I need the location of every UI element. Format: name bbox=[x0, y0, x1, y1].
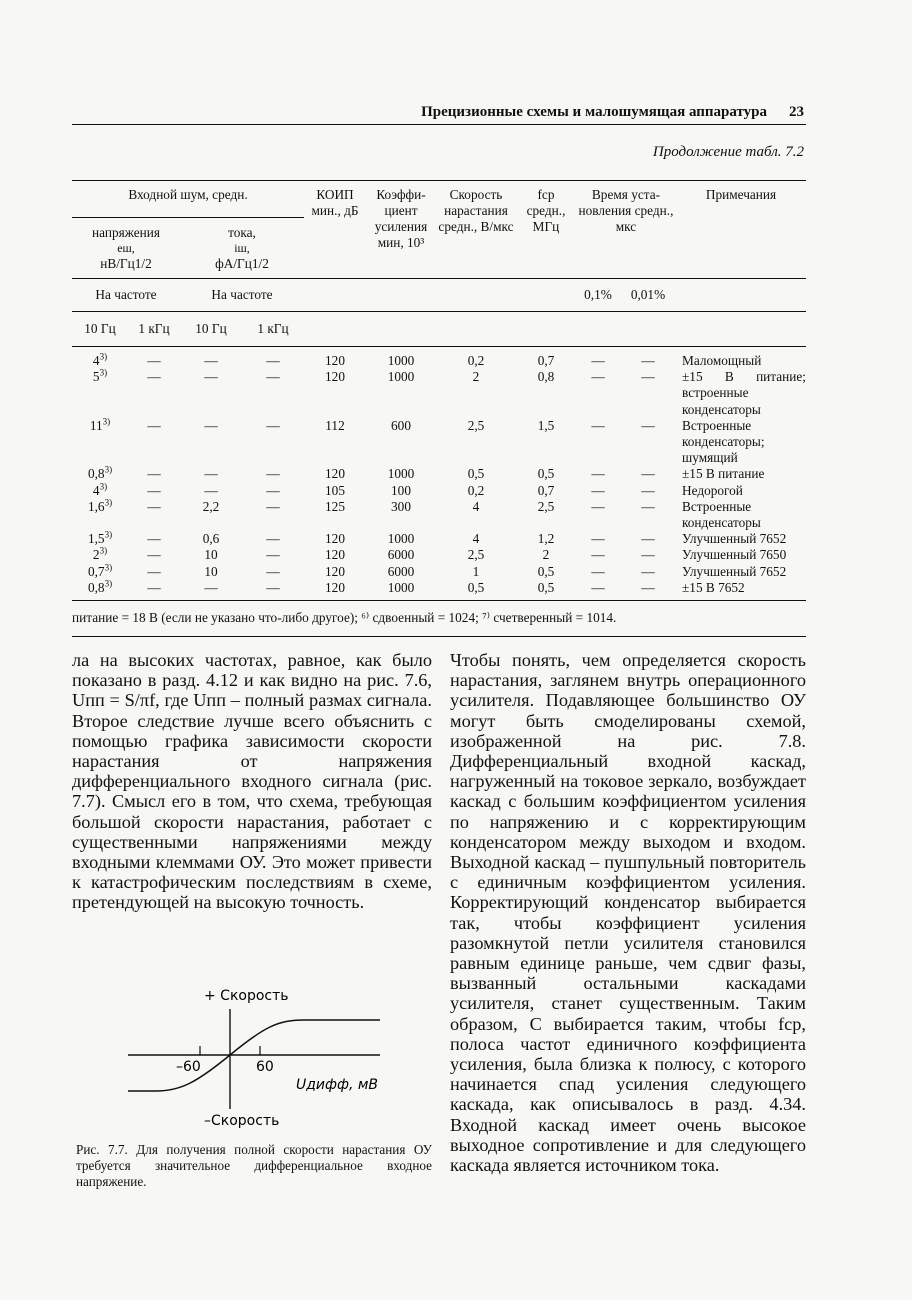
table-body bbox=[72, 347, 806, 597]
table-row: 1,6$^{3)}$ — 2,2 — 125 300 4 2,5 — — Встроенные конденсаторы bbox=[87, 497, 761, 531]
slew-header: Скорость нарастания средн., В/мкс bbox=[438, 187, 514, 234]
plus-slew-label: + Скорость bbox=[204, 988, 289, 1004]
cmrr-header: КОИП мин., дБ bbox=[311, 187, 359, 218]
header-rule bbox=[72, 124, 806, 125]
at-frequency-label: На частоте bbox=[95, 287, 157, 302]
table-row: 11$^{3)}$ — — — 112 600 2,5 1,5 — — Встроенные конденсаторы; шумящий bbox=[89, 416, 765, 466]
input-noise-header: Входной шум, средн. bbox=[72, 181, 304, 218]
table-row: 1,5$^{3)}$ — 0,6 — 120 1000 4 1,2 — — Улучшенный 7652 bbox=[87, 529, 787, 547]
tick-pos-label: 60 bbox=[256, 1059, 274, 1075]
settle-001-header: 0,01% bbox=[630, 287, 666, 302]
current-noise-header: тока, iш, фА/Гц1/2 bbox=[215, 224, 269, 271]
freq-1khz-header: 1 кГц bbox=[242, 312, 304, 347]
spec-table bbox=[72, 180, 806, 596]
axis-label: Uдифф, мВ bbox=[296, 1077, 379, 1093]
tick-neg-label: –60 bbox=[176, 1059, 201, 1075]
table-row: 4$^{3)}$ — — — 120 1000 0,2 0,7 — — Маломощный bbox=[92, 351, 762, 368]
body-column-right: Чтобы понять, чем определяется скорость нарастания, заглянем внутрь операционного усилителя. Подавляющее большинство ОУ могут быть смоделированы схемой, изображенной на рис. 7.8. Дифференциальный входной каскад, нагруженный на токовое зеркало, возбуждает каскад с большим коэффициентом усиления по напряжению и с корректирующим конденсатором между выходом и входом. Выходной каскад – пушпульный повторитель с единичным коэффициентом усиления. Корректирующий конденсатор выбирается так, чтобы коэффициент усиления разомкнутой петли усилителя становился равным единице раньше, чем сдвиг фазы, вызванный остальными каскадами усилителя, станет существенным. Таким образом, C выбирается таким, чтобы fср, полоса частот единичного коэффициента усиления, была близка к полюсу, с которого начинается спад усиления следующего каскада, как описывалось в разд. 4.34. Входной каскад имеет очень высокое выходное сопротивление и для следующего каскада является источником тока. bbox=[450, 650, 806, 1176]
header-title: Прецизионные схемы и малошумящая аппаратура bbox=[421, 104, 767, 120]
table-row: 0,7$^{3)}$ — 10 — 120 6000 1 0,5 — — Улучшенный 7652 bbox=[87, 562, 787, 579]
table-row: 5$^{3)}$ — — — 120 1000 2 0,8 — — ±15 В питание; встроенные конденсаторы bbox=[92, 367, 806, 417]
slew-rate-graph bbox=[118, 983, 398, 1133]
body-column-left: ла на высоких частотах, равное, как было показано в разд. 4.12 и как видно на рис. 7.6, Uпп = S/πf, где Uпп – полный размах сигнала. Второе следствие лучше всего объяснить с помощью графика зависимости скорости нарастания от напряжения дифференциального входного сигнала (рис. 7.7). Смысл его в том, что схема, требующая большой скорости нарастания, работает с существенными напряжениями между входными клеммами ОУ. Это может привести к катастрофическим последствиям в схеме, претендующей на высокую точность. bbox=[72, 650, 432, 913]
page-number: 23 bbox=[789, 104, 804, 120]
freq-10hz-header: 10 Гц bbox=[72, 312, 128, 347]
footnote-rule bbox=[72, 636, 806, 637]
table-row: 0,8$^{3)}$ — — — 120 1000 0,5 0,5 — — ±15 В 7652 bbox=[87, 578, 745, 595]
settle-header: Время уста-новления средн., мкс bbox=[576, 181, 676, 279]
notes-header: Примечания bbox=[705, 187, 777, 202]
fcp-header: fср средн., МГц bbox=[526, 187, 566, 234]
table-bottom-rule bbox=[72, 600, 806, 601]
figure-caption: Рис. 7.7. Для получения полной скорости нарастания ОУ требуется значительное дифференциальное входное напряжение. bbox=[76, 1142, 432, 1189]
freq-1khz-header: 1 кГц bbox=[128, 312, 180, 347]
freq-10hz-header: 10 Гц bbox=[180, 312, 242, 347]
settle-01-header: 0,1% bbox=[584, 287, 612, 302]
table-row: 4$^{3)}$ — — — 105 100 0,2 0,7 — — Недорогой bbox=[92, 481, 743, 498]
at-frequency-label: На частоте bbox=[211, 287, 273, 302]
minus-slew-label: –Скорость bbox=[204, 1113, 280, 1129]
table-header bbox=[72, 181, 806, 347]
running-header bbox=[72, 104, 804, 121]
gain-header: Коэффи-циент усиления мин, 10³ bbox=[374, 187, 428, 250]
figure-7-7 bbox=[118, 983, 398, 1138]
table-continuation: Продолжение табл. 7.2 bbox=[652, 144, 804, 160]
table-footnote: питание = 18 В (если не указано что-либо другое); ⁶⁾ сдвоенный = 1024; ⁷⁾ счетверенный = 1014. bbox=[72, 610, 617, 625]
table-row: 2$^{3)}$ — 10 — 120 6000 2,5 2 — — Улучшенный 7650 bbox=[92, 546, 787, 563]
voltage-noise-header: напряжения eш, нВ/Гц1/2 bbox=[92, 224, 160, 271]
table-row: 0,8$^{3)}$ — — — 120 1000 0,5 0,5 — — ±15 В питание bbox=[87, 465, 765, 482]
